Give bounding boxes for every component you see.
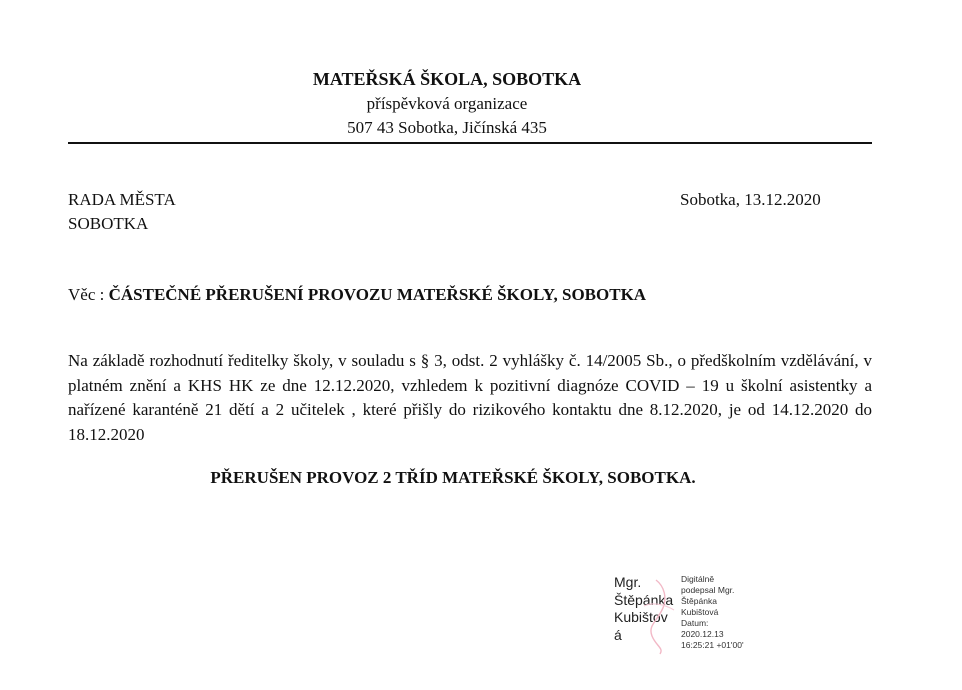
organization-address: 507 43 Sobotka, Jičínská 435 <box>347 118 547 137</box>
signature-watermark-icon <box>634 576 680 656</box>
decision-statement: PŘERUŠEN PROVOZ 2 TŘÍD MATEŘSKÉ ŠKOLY, SOBOTKA. <box>210 468 696 487</box>
signature-detail-line: podepsal Mgr. <box>681 585 735 595</box>
body-paragraph: Na základě rozhodnutí ředitelky školy, v souladu s § 3, odst. 2 vyhlášky č. 14/2005 Sb., o předškolním vzdělávání, v platném znění a KHS HK ze dne 12.12.2020, vzhledem k pozitivní diagnóze COVID – 19 u školní asistentky a nařízené karanténě 21 dětí a 2 učitelek , které přišly do rizikového kontaktu dne 8.12.2020, je od 14.12.2020 do 18.12.2020 <box>68 351 872 444</box>
recipient-line-2: SOBOTKA <box>68 214 149 233</box>
header-divider <box>68 142 872 144</box>
signature-details <box>681 574 761 651</box>
signature-detail-line: 2020.12.13 <box>681 629 724 639</box>
recipient-line-1: RADA MĚSTA <box>68 190 176 209</box>
signature-detail-line: Kubištová <box>681 607 719 617</box>
signature-detail-line: Datum: <box>681 618 709 628</box>
letter-date: Sobotka, 13.12.2020 <box>680 190 821 209</box>
subject-label: Věc : <box>68 285 109 304</box>
subject-text: ČÁSTEČNÉ PŘERUŠENÍ PROVOZU MATEŘSKÉ ŠKOLY, SOBOTKA <box>108 285 647 304</box>
signature-name-line: á <box>614 626 622 643</box>
signature-name-line: Kubištov <box>614 609 668 625</box>
organization-name: MATEŘSKÁ ŠKOLA, SOBOTKA <box>312 69 582 89</box>
signature-detail-line: Digitálně <box>681 574 715 584</box>
subject-line <box>68 285 646 305</box>
organization-type: příspěvková organizace <box>366 94 528 113</box>
signature-name-line: Mgr. <box>614 574 642 590</box>
signature-name-line: Štěpánka <box>614 591 674 608</box>
signature-detail-line: Štěpánka <box>681 596 717 606</box>
signature-detail-line: 16:25:21 +01'00' <box>681 640 744 650</box>
